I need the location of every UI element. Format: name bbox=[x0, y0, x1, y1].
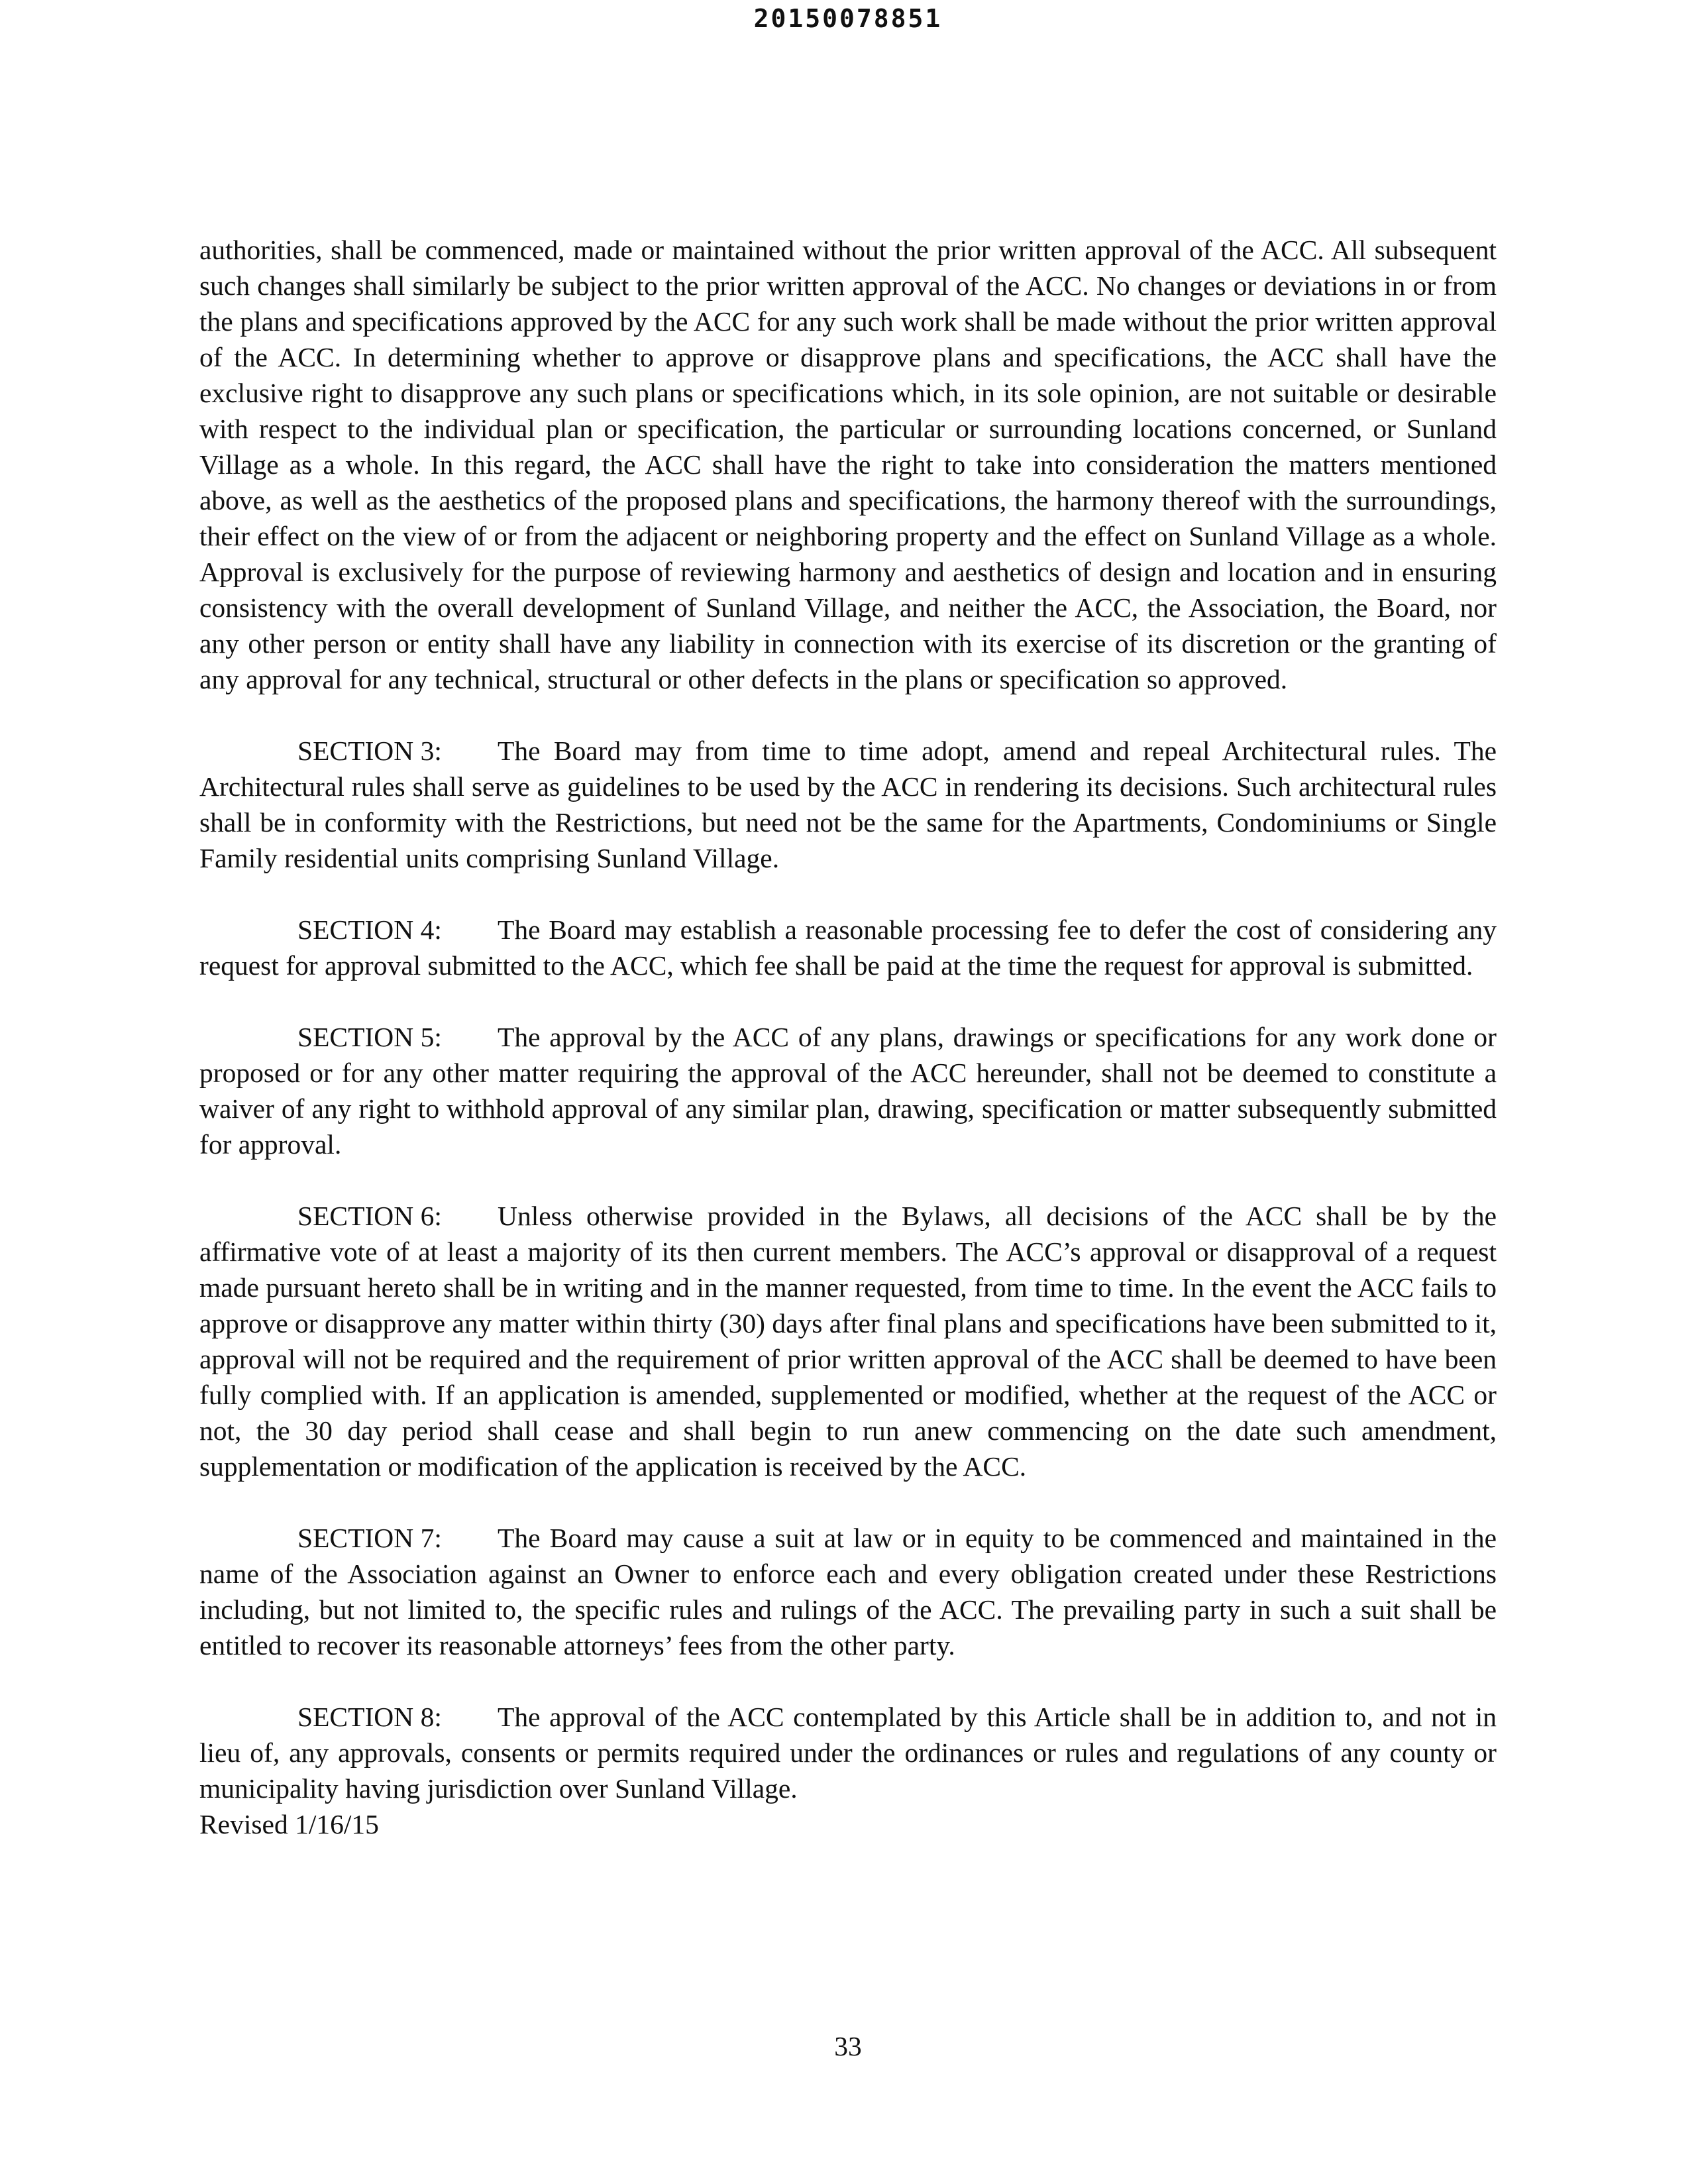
section-4 bbox=[199, 912, 1497, 983]
section-3-text: The Board may from time to time adopt, amend and repeal Architectural rules. The Architectural rules shall serve as guidelines to be used by the ACC in rendering its decisions. Such architectural rules shall be in conformity with the Restrictions, but need not be the same for the Apartments, Condominiums or Single Family residential units comprising Sunland Village. bbox=[199, 736, 1497, 873]
page-number: 33 bbox=[834, 2031, 862, 2061]
section-8-text: The approval of the ACC contemplated by this Article shall be in addition to, and not in lieu of, any approvals, consents or permits required under the ordinances or rules and regulations of any county or municipality having jurisdiction over Sunland Village. bbox=[199, 1702, 1497, 1804]
section-8-heading: SECTION 8: bbox=[297, 1702, 442, 1732]
section-5-text: The approval by the ACC of any plans, drawings or specifications for any work done or proposed or for any other matter requiring the approval of the ACC hereunder, shall not be deemed to constitute a waiver of any right to withhold approval of any similar plan, drawing, specification or matter subsequently submitted for approval. bbox=[199, 1022, 1497, 1160]
document-number: 20150078851 bbox=[753, 4, 943, 33]
opening-paragraph: authorities, shall be commenced, made or maintained without the prior written approval of the ACC. All subsequent such changes shall similarly be subject to the prior written approval of the ACC. No changes or deviations in or from the plans and specifications approved by the ACC for any such work shall be made without the prior written approval of the ACC. In determining whether to approve or disapprove plans and specifications, the ACC shall have the exclusive right to disapprove any such plans or specifications which, in its sole opinion, are not suitable or desirable with respect to the individual plan or specification, the particular or surrounding locations concerned, or Sunland Village as a whole. In this regard, the ACC shall have the right to take into consideration the matters mentioned above, as well as the aesthetics of the proposed plans and specifications, the harmony thereof with the surroundings, their effect on the view of or from the adjacent or neighboring property and the effect on Sunland Village as a whole. Approval is exclusively for the purpose of reviewing harmony and aesthetics of design and location and in ensuring consistency with the overall development of Sunland Village, and neither the ACC, the Association, the Board, nor any other person or entity shall have any liability in connection with its exercise of its discretion or the granting of any approval for any technical, structural or other defects in the plans or specification so approved. bbox=[199, 235, 1497, 694]
section-6-text: Unless otherwise provided in the Bylaws, all decisions of the ACC shall be by the affirmative vote of at least a majority of its then current members. The ACC’s approval or disapproval of a request made pursuant hereto shall be in writing and in the manner requested, from time to time. In the event the ACC fails to approve or disapprove any matter within thirty (30) days after final plans and specifications have been submitted to it, approval will not be required and the requirement of prior written approval of the ACC shall be deemed to have been fully complied with. If an application is amended, supplemented or modified, whether at the request of the ACC or not, the 30 day period shall cease and shall begin to run anew commencing on the date such amendment, supplementation or modification of the application is received by the ACC. bbox=[199, 1201, 1497, 1482]
section-6 bbox=[199, 1198, 1497, 1484]
section-3-heading: SECTION 3: bbox=[297, 736, 442, 766]
section-8 bbox=[199, 1699, 1497, 1806]
section-5 bbox=[199, 1019, 1497, 1162]
section-7-text: The Board may cause a suit at law or in equity to be commenced and maintained in the name of the Association against an Owner to enforce each and every obligation created under these Restrictions including, but not limited to, the specific rules and rulings of the ACC. The prevailing party in such a suit shall be entitled to recover its reasonable attorneys’ fees from the other party. bbox=[199, 1523, 1497, 1661]
section-4-text: The Board may establish a reasonable processing fee to defer the cost of considering any request for approval submitted to the ACC, which fee shall be paid at the time the request for approval is submitted. bbox=[199, 914, 1497, 981]
revision-note: Revised 1/16/15 bbox=[199, 1809, 379, 1839]
section-6-heading: SECTION 6: bbox=[297, 1201, 442, 1231]
section-7 bbox=[199, 1520, 1497, 1663]
section-7-heading: SECTION 7: bbox=[297, 1523, 442, 1553]
section-5-heading: SECTION 5: bbox=[297, 1022, 442, 1052]
section-3 bbox=[199, 733, 1497, 876]
document-body bbox=[199, 232, 1497, 1842]
section-4-heading: SECTION 4: bbox=[297, 914, 442, 945]
